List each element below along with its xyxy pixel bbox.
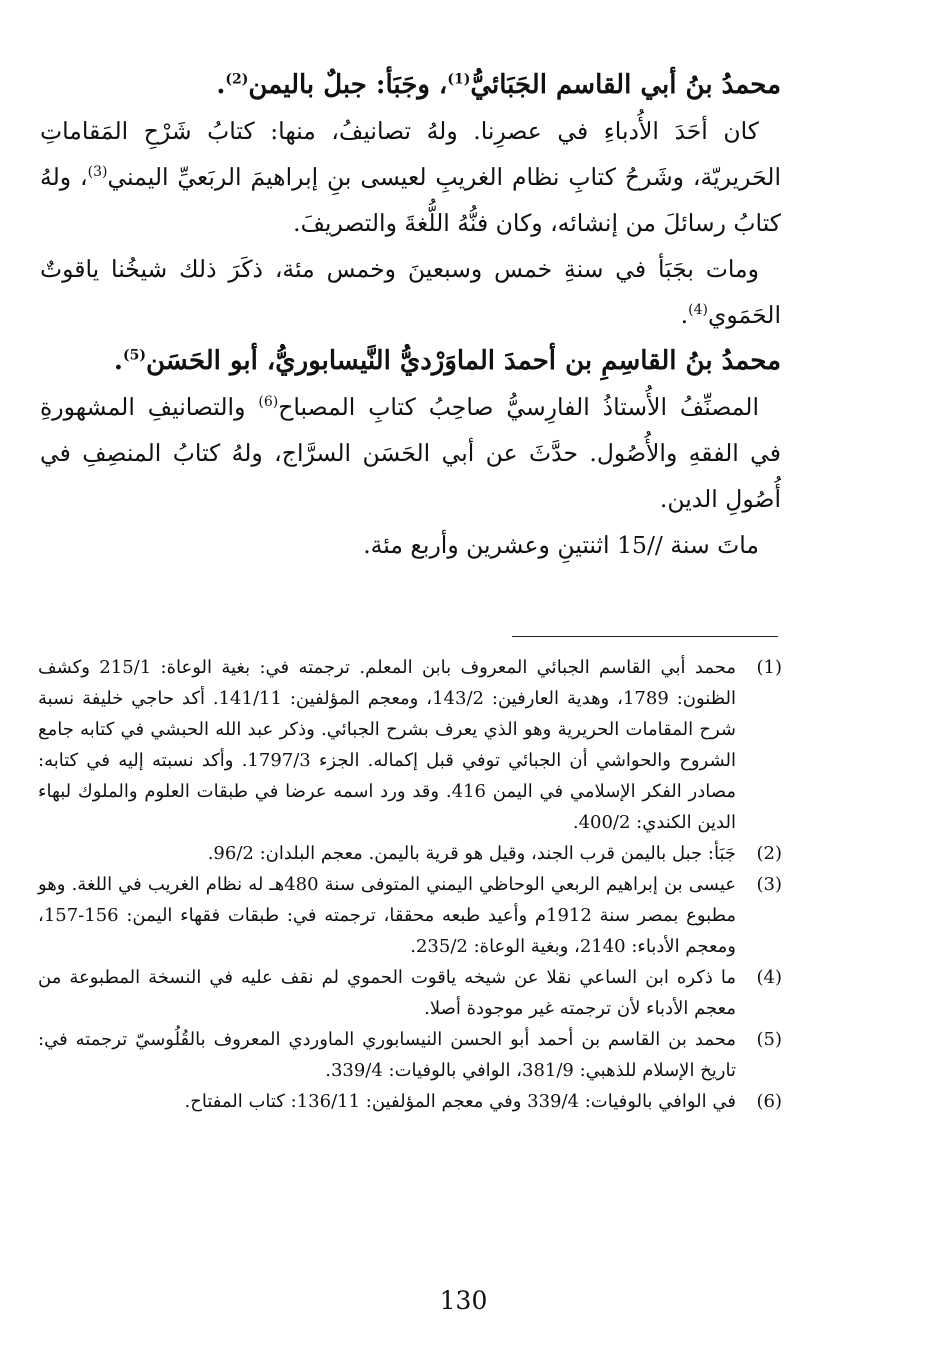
footnote-separator	[512, 636, 778, 637]
footnote	[38, 652, 782, 838]
paragraph: ماتَ سنة //15 اثنتينِ وعشرين وأربع مئة.	[363, 531, 759, 559]
footnote-ref[interactable]: (5)	[122, 347, 146, 364]
heading-text: .	[113, 346, 123, 376]
footnote-text: جَبَأ: جبل باليمن قرب الجند، وقيل هو قرية باليمن. معجم البلدان: 96/2.	[207, 843, 736, 864]
entry-heading	[40, 62, 781, 108]
heading-text: .	[216, 70, 226, 100]
footnote-ref[interactable]: (6)	[258, 394, 279, 411]
footnote	[38, 838, 782, 869]
footnote-number: (4)	[756, 967, 782, 988]
footnote-number: (5)	[756, 1029, 782, 1050]
heading-text: محمدُ بنُ أبي القاسم الجَبَائيُّ	[470, 70, 781, 100]
page-number: 130	[439, 1286, 488, 1315]
paragraph: ومات بجَبَأ في سنةِ خمس وسبعينَ وخمس مئة، ذكَرَ ذلك شيخُنا ياقوتٌ الحَمَوي$^{(4)}$.	[40, 255, 781, 329]
footnote-ref[interactable]: (4)	[688, 302, 709, 319]
footnote-number: (6)	[756, 1091, 782, 1112]
paragraph: المصنِّفُ الأُستاذُ الفارِسيُّ صاحِبُ كتابِ المصباح$^{(6)}$ والتصانيفِ المشهورةِ في الفقهِ والأُصُول. حدَّثَ عن أبي الحَسَن السرَّاج، ولهُ كتابُ المنصِفِ في أُصُولِ الدين.	[40, 393, 781, 513]
footnote	[38, 869, 782, 962]
footnote	[38, 1024, 782, 1086]
heading-text: ، وجَبَأ: جبلٌ باليمن	[248, 70, 448, 100]
entry-body	[40, 108, 781, 338]
footnote	[38, 1086, 782, 1117]
heading-text: محمدُ بنُ القاسِمِ بن أحمدَ الماوَرْديُّ النَّيسابوريُّ، أبو الحَسَن	[145, 346, 781, 376]
entry-heading	[40, 338, 781, 384]
footnote-number: (2)	[756, 843, 782, 864]
entry-body	[40, 384, 781, 568]
footnote-text: محمد بن القاسم بن أحمد أبو الحسن النيسابوري الماوردي المعروف بالقُلُوسيّ ترجمته في: تاريخ الإسلام للذهبي: 381/9، الوافي بالوفيات: 339/4.	[38, 1029, 736, 1081]
footnote-text: ما ذكره ابن الساعي نقلا عن شيخه ياقوت الحموي لم نقف عليه في النسخة المطبوعة من معجم الأدباء لأن ترجمته غير موجودة أصلا.	[38, 967, 736, 1019]
footnote-ref[interactable]: (2)	[225, 71, 249, 88]
footnote-number: (3)	[756, 874, 782, 895]
footnote-ref[interactable]: (1)	[447, 71, 471, 88]
footnote-number: (1)	[756, 657, 782, 678]
footnote-text: عيسى بن إبراهيم الربعي الوحاظي اليمني المتوفى سنة 480هـ له نظام الغريب في اللغة. وهو مطبوع بمصر سنة 1912م وأعيد طبعه محققا، ترجمته في: طبقات فقهاء اليمن: 156-157، ومعجم الأدباء: 2140، وبغية الوعاة: 235/2.	[38, 874, 736, 957]
paragraph: كان أحَدَ الأُدباءِ في عصرِنا. ولهُ تصانيفُ، منها: كتابُ شَرْحِ المَقاماتِ الحَريريّة، وشَرحُ كتابِ نظام الغريبِ لعيسى بنِ إبراهيمَ الربَعيِّ اليمني$^{(3)}$، ولهُ كتابُ رسائلَ من إنشائه، وكان فنُّهُ اللُّغةَ والتصريفَ.	[40, 117, 781, 237]
footnote-ref[interactable]: (3)	[87, 164, 108, 181]
footnote-text: في الوافي بالوفيات: 339/4 وفي معجم المؤلفين: 136/11: كتاب المفتاح.	[184, 1091, 736, 1112]
footnotes	[38, 652, 782, 1117]
footnote-text: محمد أبي القاسم الجبائي المعروف بابن المعلم. ترجمته في: بغية الوعاة: 215/1 وكشف الظنون: 1789، وهدية العارفين: 143/2، ومعجم المؤلفين: 141/11. أكد حاجي خليفة نسبة شرح المقامات الحريرية وهو الذي يعرف بشرح الجبائي. وذكر عبد الله الحبشي في كتابه جامع الشروح والحواشي أن الجبائي توفي قبل إكماله. الجزء 1797/3. وأكد نسبته إليه في كتابه: مصادر الفكر الإسلامي في اليمن 416. وقد ورد اسمه عرضا في طبقات العلوم والملوك لبهاء الدين الكندي: 400/2.	[38, 657, 736, 833]
footnote	[38, 962, 782, 1024]
